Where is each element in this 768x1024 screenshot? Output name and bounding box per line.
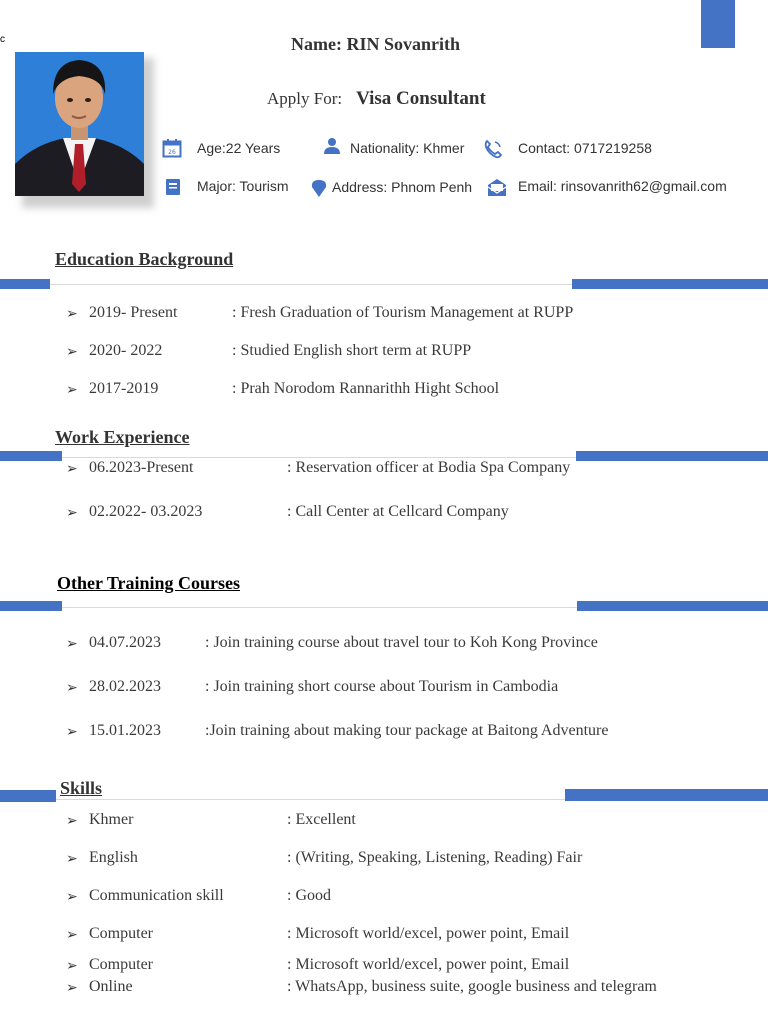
list-bullet: ➢ <box>66 681 78 696</box>
list-bullet: ➢ <box>66 814 78 829</box>
skill-name: English <box>89 849 138 866</box>
skill-name: Computer <box>89 925 153 942</box>
top-accent-bar <box>701 0 735 48</box>
profile-photo <box>15 52 144 196</box>
list-bullet: ➢ <box>66 307 78 322</box>
apply-label: Apply For: <box>267 89 343 108</box>
list-bullet: ➢ <box>66 462 78 477</box>
book-icon <box>163 177 183 197</box>
training-left-bar <box>0 601 62 611</box>
calendar-icon <box>162 138 182 158</box>
list-bullet: ➢ <box>66 725 78 740</box>
address-info: Address: Phnom Penh <box>332 179 473 195</box>
major-info: Major: Tourism <box>197 178 289 194</box>
contact-info: Contact: 0717219258 <box>518 140 652 156</box>
list-bullet: ➢ <box>66 506 78 521</box>
education-date: 2020- 2022 <box>89 342 163 359</box>
education-date: 2017-2019 <box>89 380 159 397</box>
corner-mark: c <box>0 34 5 45</box>
skill-desc: : Microsoft world/excel, power point, Email <box>287 925 570 942</box>
phone-icon <box>483 139 503 159</box>
skill-name: Computer <box>89 956 153 973</box>
skills-right-bar <box>565 789 768 801</box>
apply-for <box>267 88 486 110</box>
user-icon <box>322 136 342 156</box>
skill-name: Online <box>89 978 133 995</box>
work-date: 06.2023-Present <box>89 459 194 476</box>
location-pin-icon <box>309 178 329 198</box>
work-desc: : Reservation officer at Bodia Spa Company <box>287 459 571 476</box>
skills-left-bar <box>0 790 56 802</box>
skill-desc: : Excellent <box>287 811 356 828</box>
list-bullet: ➢ <box>66 852 78 867</box>
training-right-bar <box>577 601 768 611</box>
education-date: 2019- Present <box>89 304 178 321</box>
skill-desc: : (Writing, Speaking, Listening, Reading) Fair <box>287 849 583 866</box>
education-right-bar <box>572 279 768 289</box>
nationality-info: Nationality: Khmer <box>350 140 465 156</box>
apply-position: Visa Consultant <box>356 88 486 109</box>
list-bullet: ➢ <box>66 928 78 943</box>
education-heading: Education Background <box>55 249 234 269</box>
person-portrait-icon <box>15 52 144 196</box>
skill-desc: : Microsoft world/excel, power point, Email <box>287 956 570 973</box>
work-desc: : Call Center at Cellcard Company <box>287 503 509 520</box>
email-info: Email: rinsovanrith62@gmail.com <box>518 178 727 194</box>
training-date: 04.07.2023 <box>89 634 161 651</box>
list-bullet: ➢ <box>66 637 78 652</box>
list-bullet: ➢ <box>66 383 78 398</box>
training-desc: : Join training short course about Tourism in Cambodia <box>205 678 559 695</box>
skills-divider <box>56 799 565 800</box>
list-bullet: ➢ <box>66 345 78 360</box>
education-desc: : Fresh Graduation of Tourism Management at RUPP <box>232 304 574 321</box>
envelope-icon <box>487 178 507 198</box>
list-bullet: ➢ <box>66 959 78 974</box>
skill-name: Khmer <box>89 811 134 828</box>
education-desc: : Studied English short term at RUPP <box>232 342 472 359</box>
age-info: Age:22 Years <box>197 140 281 156</box>
work-divider <box>62 457 576 458</box>
work-right-bar <box>576 451 768 461</box>
work-heading: Work Experience <box>55 427 190 447</box>
skill-name: Communication skill <box>89 887 224 904</box>
list-bullet: ➢ <box>66 890 78 905</box>
education-desc: : Prah Norodom Rannarithh Hight School <box>232 380 500 397</box>
list-bullet: ➢ <box>66 981 78 996</box>
education-left-bar <box>0 279 50 289</box>
education-divider <box>50 284 572 285</box>
skills-heading: Skills <box>60 778 103 798</box>
training-date: 28.02.2023 <box>89 678 161 695</box>
training-desc: : Join training course about travel tour to Koh Kong Province <box>205 634 598 651</box>
training-date: 15.01.2023 <box>89 722 161 739</box>
work-date: 02.2022- 03.2023 <box>89 503 203 520</box>
candidate-name: Name: RIN Sovanrith <box>291 34 460 54</box>
training-heading: Other Training Courses <box>57 573 241 593</box>
training-desc: :Join training about making tour package at Baitong Adventure <box>205 722 609 739</box>
skill-desc: : Good <box>287 887 331 904</box>
work-left-bar <box>0 451 62 461</box>
training-divider <box>62 607 577 608</box>
svg-text:26: 26 <box>168 149 176 156</box>
skill-desc: : WhatsApp, business suite, google business and telegram <box>287 978 657 995</box>
